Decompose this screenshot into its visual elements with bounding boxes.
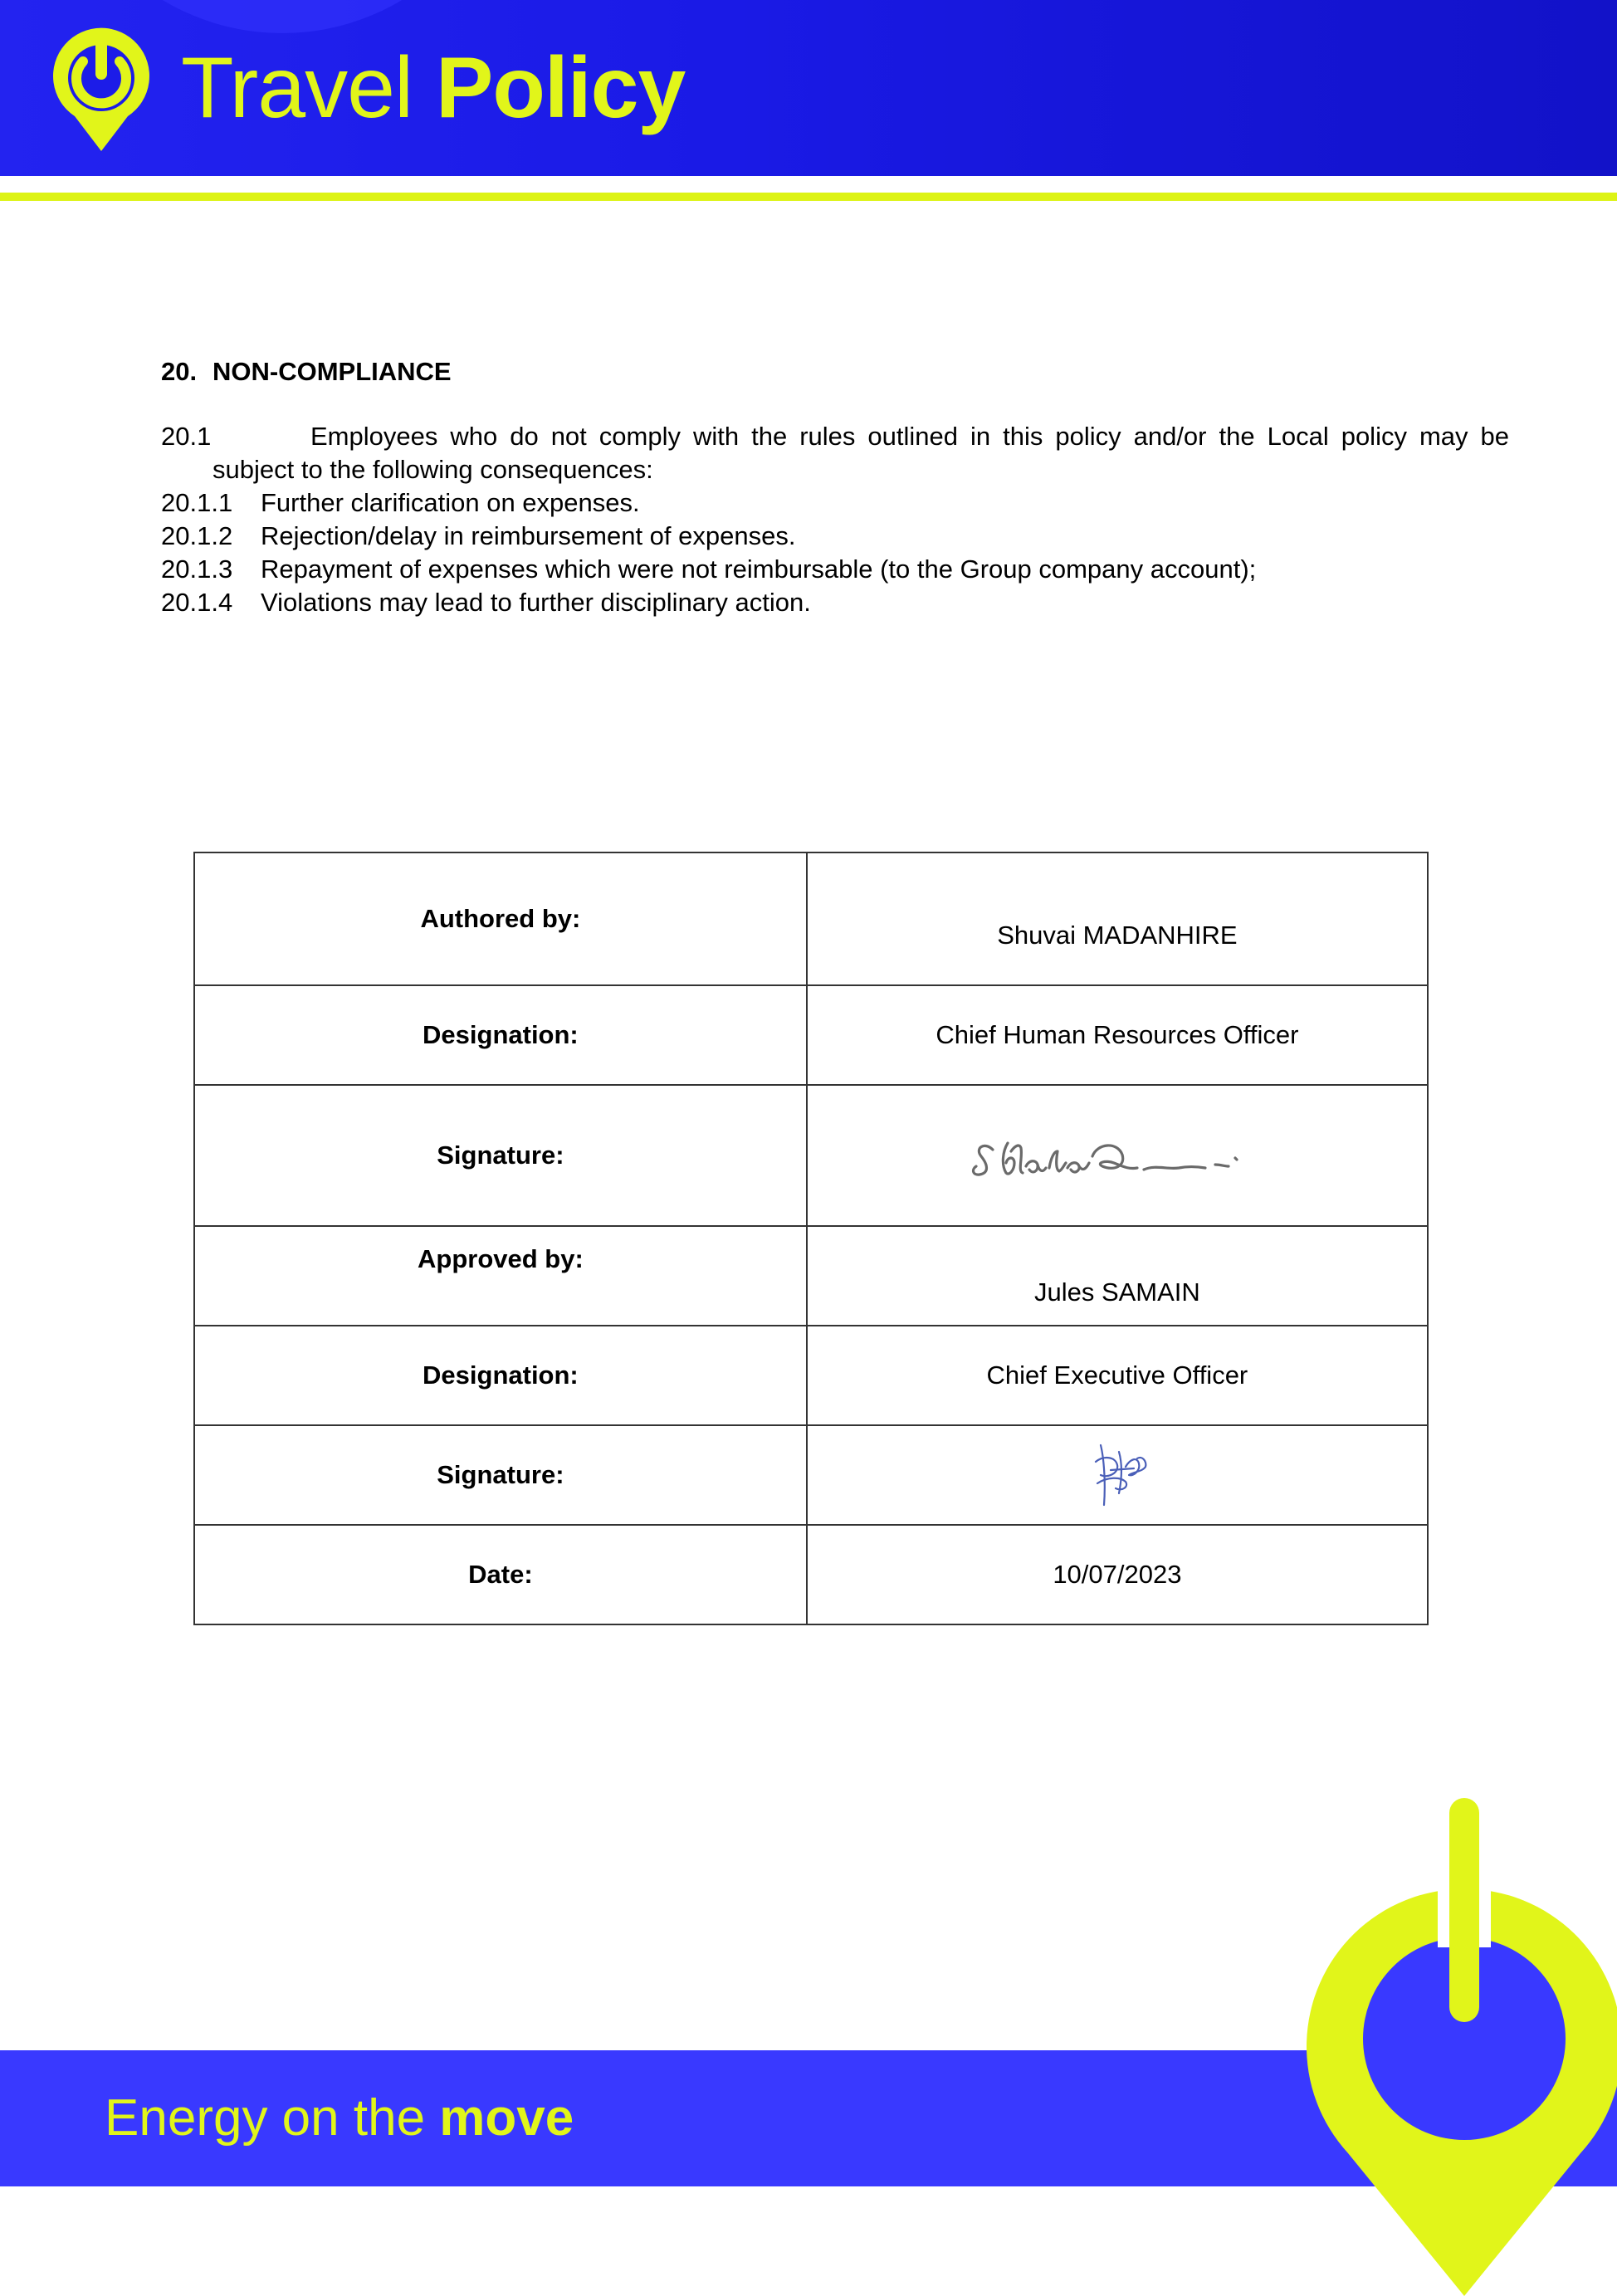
intro-continuation: subject to the following consequences: bbox=[213, 455, 653, 484]
date-label: Date: bbox=[468, 1560, 533, 1589]
table-value-cell bbox=[807, 1085, 1428, 1226]
table-row bbox=[194, 1525, 1428, 1624]
table-label-cell bbox=[194, 1326, 807, 1425]
table-row bbox=[194, 852, 1428, 985]
list-item bbox=[161, 520, 1509, 553]
author-name: Shuvai MADANHIRE bbox=[997, 921, 1238, 950]
authored-by-label: Authored by: bbox=[420, 904, 581, 933]
list-item bbox=[161, 486, 1509, 520]
approval-table bbox=[193, 852, 1429, 1625]
signature-label: Signature: bbox=[437, 1141, 564, 1170]
table-row bbox=[194, 1425, 1428, 1525]
table-label-cell bbox=[194, 1525, 807, 1624]
power-pin-icon bbox=[1298, 1798, 1617, 2296]
signature-label: Signature: bbox=[437, 1460, 564, 1489]
handwritten-signature-icon bbox=[1067, 1434, 1167, 1517]
footer-tagline bbox=[105, 2088, 574, 2148]
table-row bbox=[194, 1085, 1428, 1226]
designation-label: Designation: bbox=[423, 1020, 579, 1049]
intro-number: 20.1 bbox=[161, 422, 212, 451]
list-item-number: 20.1.2 bbox=[161, 521, 233, 550]
list-item-text: Further clarification on expenses. bbox=[261, 488, 640, 517]
approver-designation: Chief Executive Officer bbox=[986, 1361, 1248, 1390]
intro-text: Employees who do not comply with the rules outlined in this policy and/or the Local policy may be bbox=[310, 422, 1509, 451]
header-divider-lime bbox=[0, 193, 1617, 201]
table-value-cell bbox=[807, 1525, 1428, 1624]
approval-date: 10/07/2023 bbox=[1053, 1560, 1182, 1589]
table-value-cell bbox=[807, 985, 1428, 1085]
author-designation: Chief Human Resources Officer bbox=[936, 1020, 1299, 1049]
list-item bbox=[161, 586, 1509, 619]
approved-by-label: Approved by: bbox=[418, 1244, 584, 1273]
designation-label: Designation: bbox=[423, 1361, 579, 1390]
table-label-cell bbox=[194, 985, 807, 1085]
list-item-number: 20.1.1 bbox=[161, 488, 233, 517]
handwritten-signature-icon bbox=[960, 1118, 1275, 1193]
table-label-cell bbox=[194, 852, 807, 985]
table-row bbox=[194, 1326, 1428, 1425]
header-banner bbox=[0, 0, 1617, 176]
page-title bbox=[181, 38, 685, 138]
table-label-cell bbox=[194, 1085, 807, 1226]
tagline-regular: Energy on the bbox=[105, 2089, 426, 2147]
table-label-cell bbox=[194, 1425, 807, 1525]
list-item bbox=[161, 553, 1509, 586]
table-value-cell bbox=[807, 1326, 1428, 1425]
section-number: 20. bbox=[161, 357, 198, 386]
tagline-bold: move bbox=[439, 2089, 574, 2147]
title-regular: Travel bbox=[181, 40, 413, 136]
approver-name: Jules SAMAIN bbox=[1033, 1277, 1200, 1307]
list-item-number: 20.1.4 bbox=[161, 588, 233, 617]
list-item-number: 20.1.3 bbox=[161, 554, 233, 584]
list-item-text: Rejection/delay in reimbursement of expenses. bbox=[261, 521, 796, 550]
table-row bbox=[194, 1226, 1428, 1326]
table-value-cell bbox=[807, 1226, 1428, 1326]
section-heading bbox=[161, 357, 452, 387]
intro-paragraph bbox=[161, 420, 1509, 453]
table-value-cell bbox=[807, 852, 1428, 985]
list-item-text: Repayment of expenses which were not reimbursable (to the Group company account); bbox=[261, 554, 1257, 584]
power-pin-icon bbox=[50, 18, 153, 153]
list-item-text: Violations may lead to further disciplinary action. bbox=[261, 588, 811, 617]
table-label-cell bbox=[194, 1226, 807, 1326]
table-value-cell bbox=[807, 1425, 1428, 1525]
section-title: NON-COMPLIANCE bbox=[213, 357, 452, 386]
title-bold: Policy bbox=[436, 40, 686, 136]
header-divider-white bbox=[0, 176, 1617, 193]
section-body bbox=[161, 420, 1509, 619]
table-row bbox=[194, 985, 1428, 1085]
